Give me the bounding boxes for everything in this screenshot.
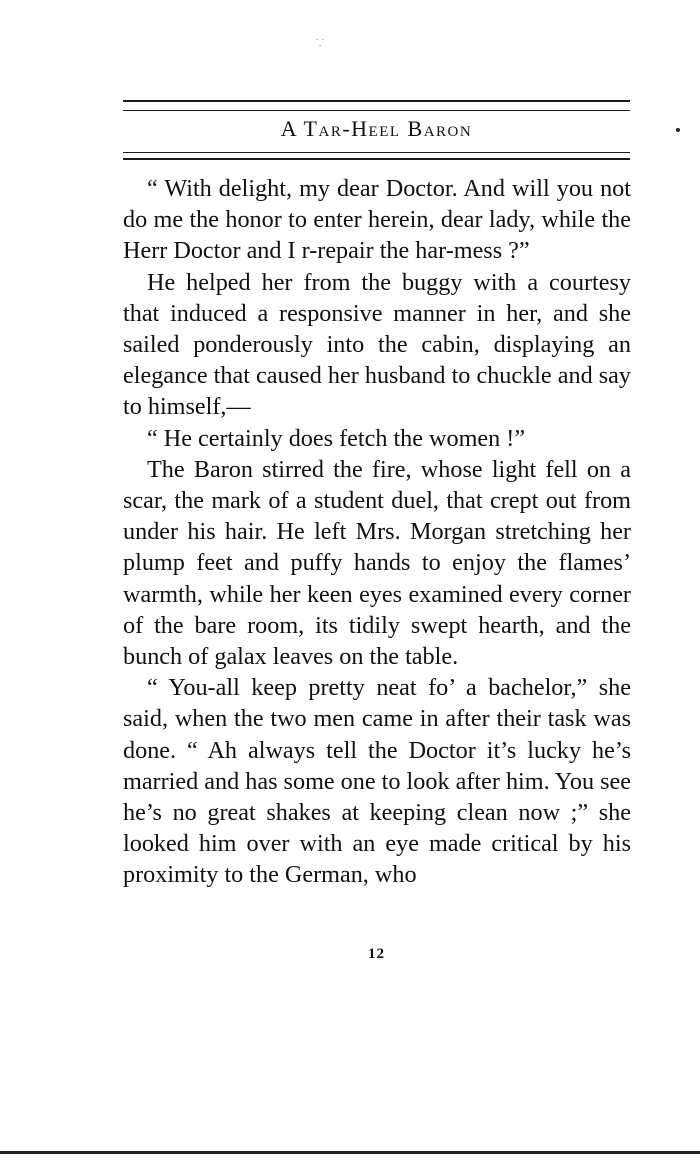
- page-edge-shadow: [0, 1151, 700, 1154]
- header-rule-top: [123, 100, 630, 111]
- paragraph: He helped her from the buggy with a courtesy that induced a responsive manner in her, and she sailed ponderously into the cabin, displaying an elegance that caused her husband to chuckle and say to himself,—: [123, 268, 631, 421]
- margin-speck: [676, 128, 680, 132]
- header-rule-bottom: [123, 152, 630, 160]
- paragraph: “ With delight, my dear Doctor. And will you not do me the honor to enter herein, dear lady, while the Herr Doctor and I r-repair the har-mess ?”: [123, 175, 631, 265]
- paragraph: “ You-all keep pretty neat fo’ a bachelor,” she said, when the two men came in after their task was done. “ Ah always tell the Doctor it’s lucky he’s married and has some one to look after him. You see he’s no great shakes at keeping clean now ;” she looked him over with an eye made critical by his proximity to the German, who: [123, 674, 631, 889]
- printing-speck: ⸪: [316, 38, 325, 49]
- body-text: [123, 173, 631, 891]
- page-number: 12: [368, 946, 385, 962]
- running-head-title: A Tar-Heel Baron: [280, 116, 473, 141]
- paragraph: “ He certainly does fetch the women !”: [147, 424, 526, 452]
- paragraph: The Baron stirred the fire, whose light fell on a scar, the mark of a student duel, that crept out from under his hair. He left Mrs. Morgan stretching her plump feet and puffy hands to enjoy the flames’ warmth, while her keen eyes examined every corner of the bare room, its tidily swept hearth, and the bunch of galax leaves on the table.: [123, 455, 631, 671]
